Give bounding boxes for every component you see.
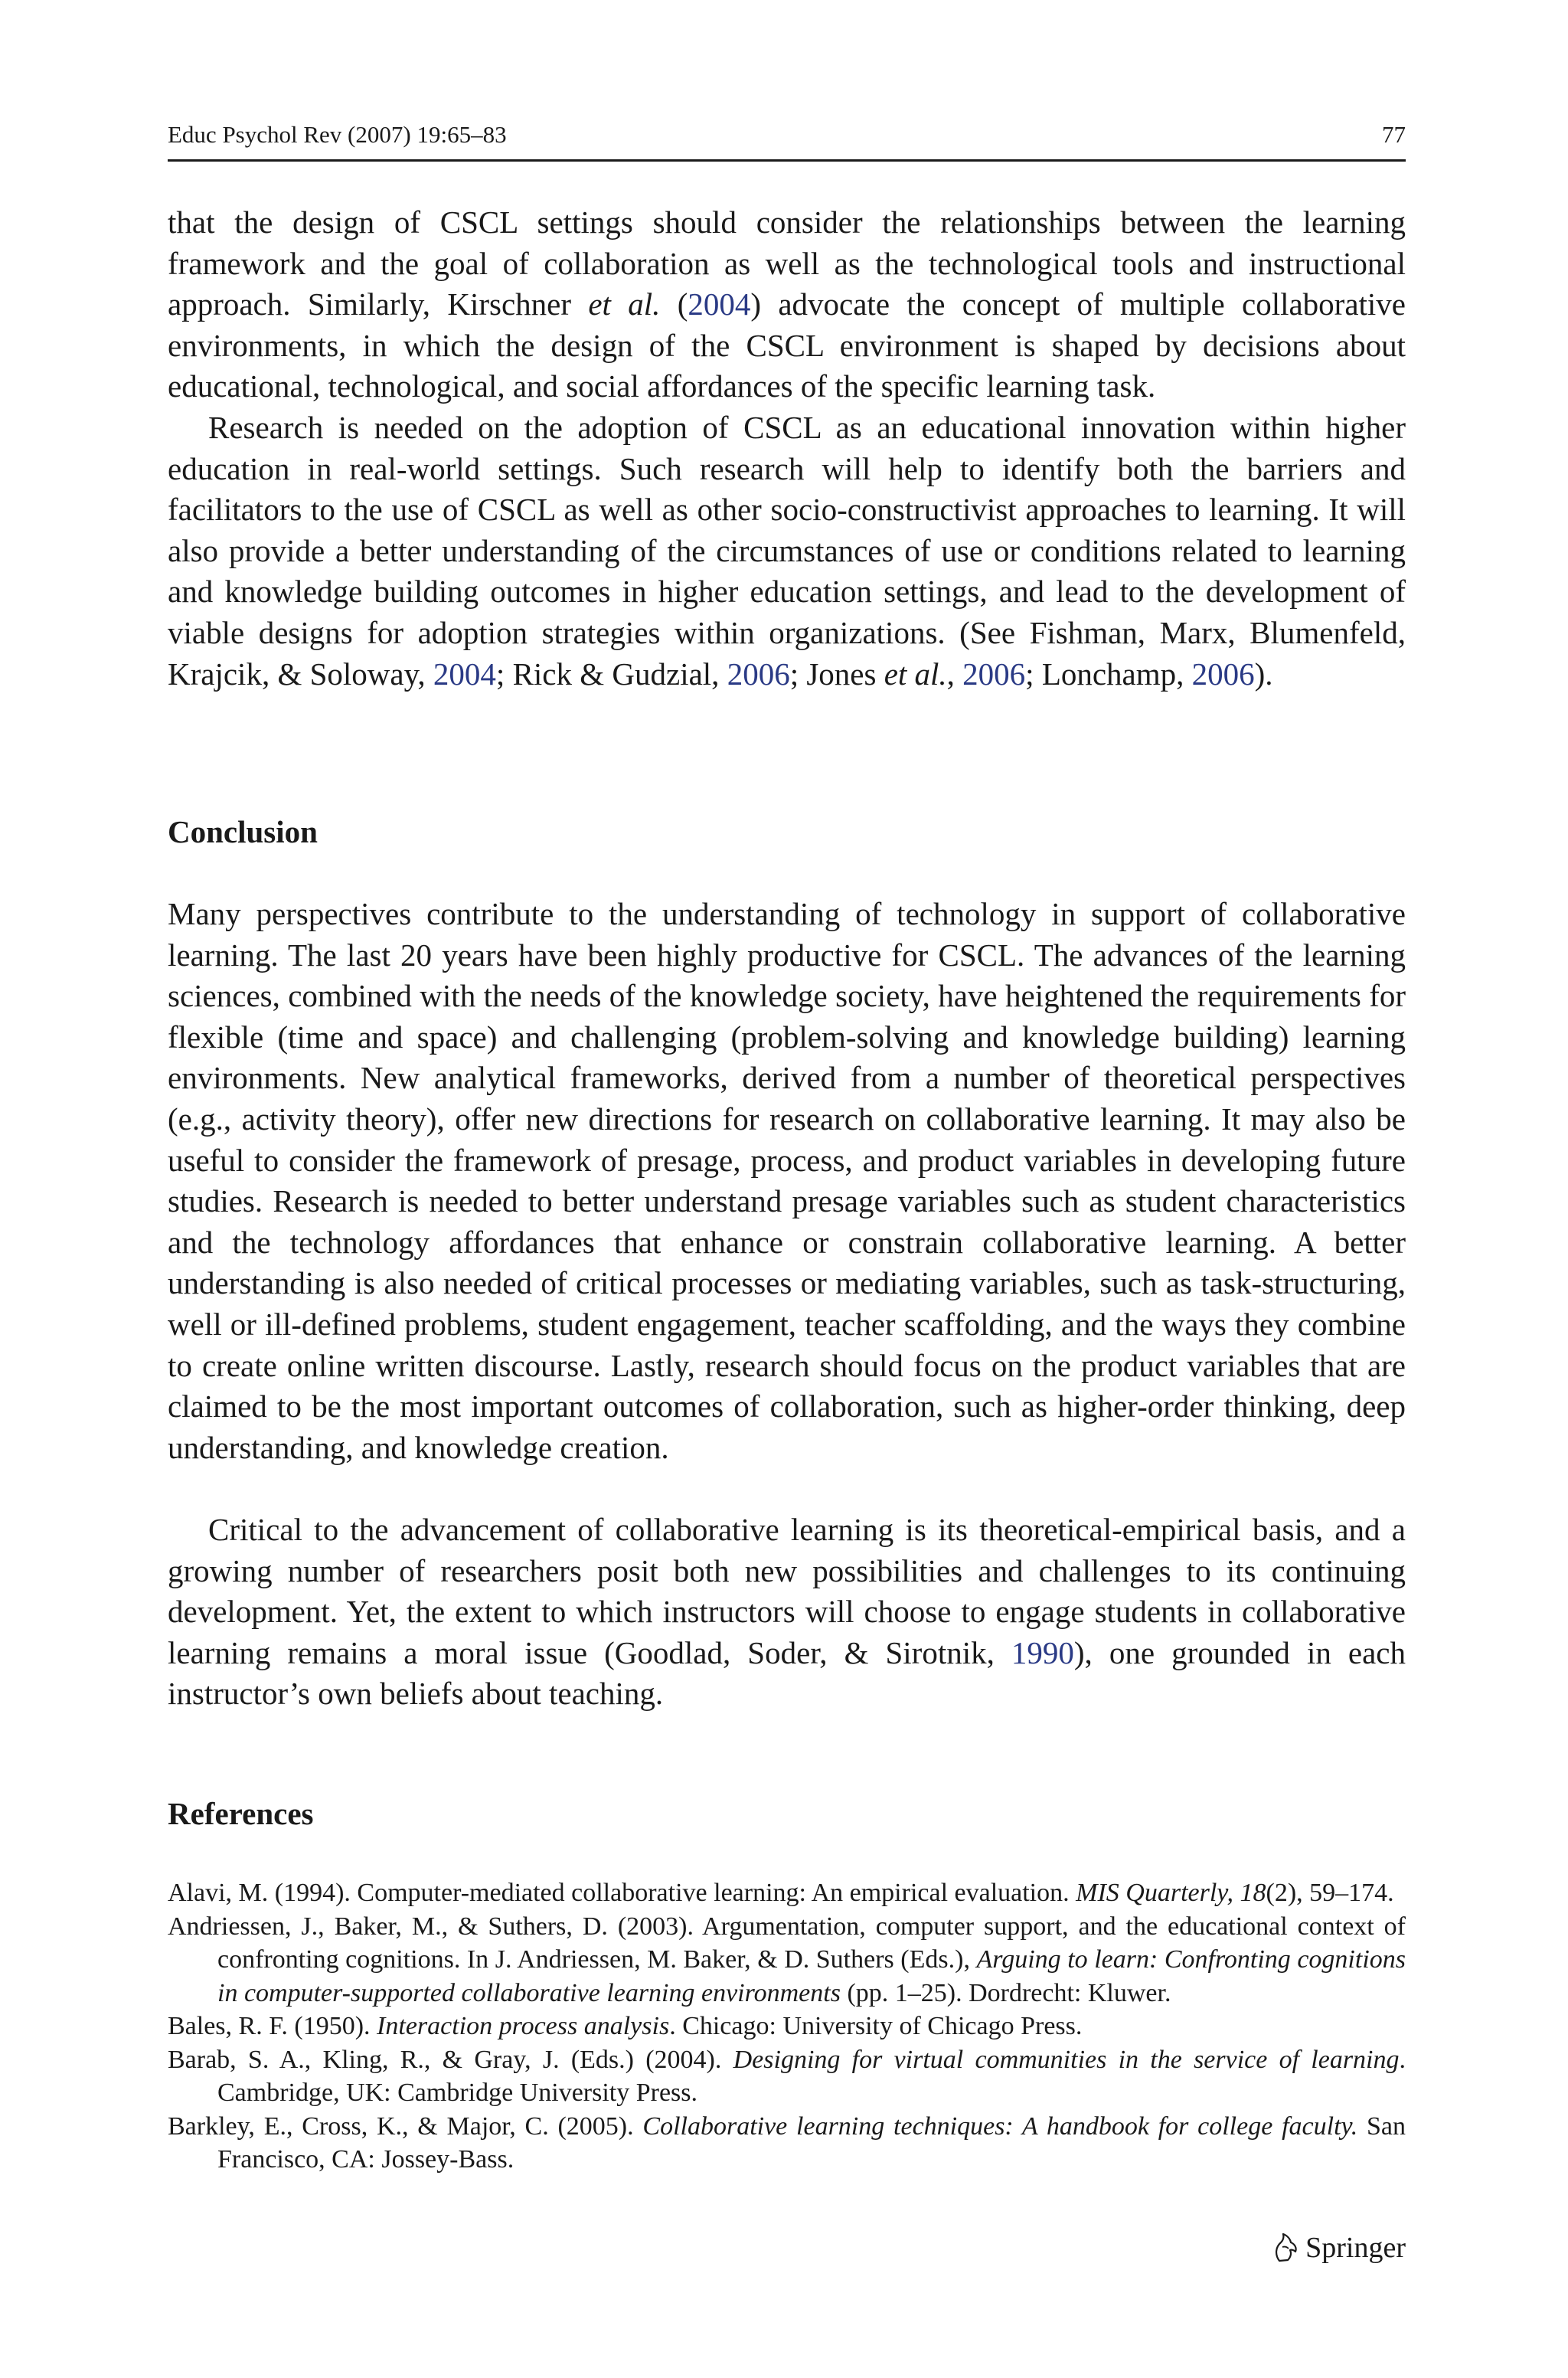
reference-entry: Barkley, E., Cross, K., & Major, C. (2005). Collaborative learning techniques: A handbook for college faculty. San Francisco, CA: Jossey-Bass. bbox=[168, 2111, 1406, 2174]
citation-link[interactable]: 2006 bbox=[962, 656, 1026, 692]
springer-horse-icon bbox=[1272, 2232, 1299, 2264]
citation-link[interactable]: 2006 bbox=[727, 656, 790, 692]
paragraph-research-needed: Research is needed on the adoption of CSCL as an educational innovation within higher education in real-world settings. Such research will help to identify both the barriers and facilitators to the use of CSCL as well as other socio-constructivist approaches to learning. It will also provide a better understanding of the circumstances of use or conditions related to learning and knowledge building outcomes in higher education settings, and lead to the development of viable designs for adoption strategies within organizations. (See Fishman, Marx, Blumenfeld, Krajcik, & Soloway, 2004; Rick & Gudzial, 2006; Jones et al., 2006; Lonchamp, 2006). bbox=[168, 410, 1406, 692]
publisher-name: Springer bbox=[1305, 2232, 1406, 2264]
paragraph-cscl-design: that the design of CSCL settings should consider the relationships between the learning framework and the goal of collaboration as well as the technological tools and instructional approach. Similarly, Kirschner et al. (2004) advocate the concept of multiple collaborative environments, in which the design of the CSCL environment is shaped by decisions about educational, technological, and social affordances of the specific learning task. bbox=[168, 204, 1406, 404]
reference-list bbox=[168, 1876, 1406, 2177]
reference-entry: Bales, R. F. (1950). Interaction process analysis. Chicago: University of Chicago Press. bbox=[168, 2012, 1083, 2040]
journal-citation: Educ Psychol Rev (2007) 19:65–83 bbox=[168, 121, 507, 148]
springer-logo bbox=[1272, 2229, 1406, 2267]
reference-entry: Alavi, M. (1994). Computer-mediated collaborative learning: An empirical evaluation. MIS Quarterly, 18(2), 59–174. bbox=[168, 1879, 1394, 1907]
references-heading: References bbox=[168, 1796, 314, 1831]
paragraph-conclusion: Many perspectives contribute to the understanding of technology in support of collaborative learning. The last 20 years have been highly productive for CSCL. The advances of the learning sciences, combined with the needs of the knowledge society, have heightened the requirements for flexible (time and space) and challenging (problem-solving and knowledge building) learning environments. New analytical frameworks, derived from a number of theoretical perspectives (e.g., activity theory), offer new directions for research on collaborative learning. It may also be useful to consider the framework of presage, process, and product variables in developing future studies. Research is needed to better understand presage variables such as student characteristics and the technology affordances that enhance or constrain collaborative learning. A better understanding is also needed of critical processes or mediating variables, such as task-structuring, well or ill-defined problems, student engagement, teacher scaffolding, and the ways they combine to create online written discourse. Lastly, research should focus on the product variables that are claimed to be the most important outcomes of collaboration, such as higher-order thinking, deep understanding, and knowledge creation. bbox=[168, 896, 1406, 1465]
citation-link[interactable]: 2004 bbox=[688, 286, 751, 322]
conclusion-heading: Conclusion bbox=[168, 814, 318, 849]
running-header bbox=[168, 116, 1406, 162]
citation-link[interactable]: 2004 bbox=[433, 656, 496, 692]
paragraph-advancement: Critical to the advancement of collaborative learning is its theoretical-empirical basis, and a growing number of researchers posit both new possibilities and challenges to its continuing development. Yet, the extent to which instructors will choose to engage students in collaborative learning remains a moral issue (Goodlad, Soder, & Sirotnik, 1990), one grounded in each instructor’s own beliefs about teaching. bbox=[168, 1512, 1406, 1712]
page-number: 77 bbox=[1382, 121, 1406, 148]
citation-link[interactable]: 2006 bbox=[1191, 656, 1255, 692]
reference-entry: Barab, S. A., Kling, R., & Gray, J. (Eds.) (2004). Designing for virtual communities in the service of learning. Cambridge, UK: Cambridge University Press. bbox=[168, 2045, 1406, 2107]
citation-link[interactable]: 1990 bbox=[1011, 1634, 1074, 1670]
reference-entry: Andriessen, J., Baker, M., & Suthers, D. (2003). Argumentation, computer support, and the educational context of confronting cognitions. In J. Andriessen, M. Baker, & D. Suthers (Eds.), Arguing to learn: Confronting cognitions in computer-supported collaborative learning environments (pp. 1–25). Dordrecht: Kluwer. bbox=[168, 1912, 1406, 2007]
